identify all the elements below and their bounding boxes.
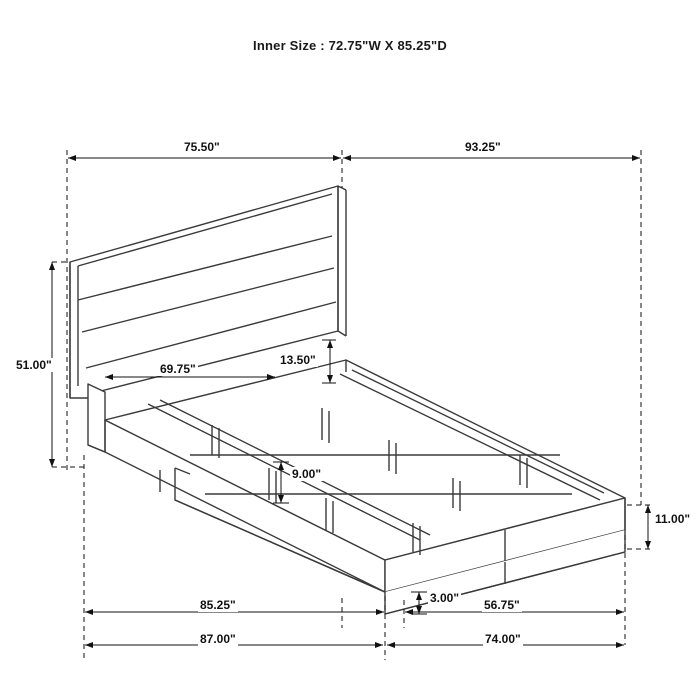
dim-label-frame-length-top: 93.25" xyxy=(465,140,501,154)
dim-label-rail-height: 13.50" xyxy=(280,353,316,367)
bed-outline xyxy=(70,186,625,614)
dim-label-clearance: 3.00" xyxy=(430,591,460,605)
page-title: Inner Size : 72.75"W X 85.25"D xyxy=(253,38,447,53)
dim-label-base-front-width: 85.25" xyxy=(200,598,236,612)
dim-label-overall-front-width: 87.00" xyxy=(200,632,236,646)
dim-label-slat-support-height: 9.00" xyxy=(292,467,322,481)
dim-label-deck-height: 11.00" xyxy=(655,512,691,526)
dim-label-base-side-length: 56.75" xyxy=(484,598,520,612)
dim-label-overall-side-length: 74.00" xyxy=(485,632,521,646)
dim-label-headboard-panel-width: 69.75" xyxy=(160,362,196,376)
dim-label-headboard-width-top: 75.50" xyxy=(184,140,220,154)
dim-label-headboard-height: 51.00" xyxy=(16,358,52,372)
